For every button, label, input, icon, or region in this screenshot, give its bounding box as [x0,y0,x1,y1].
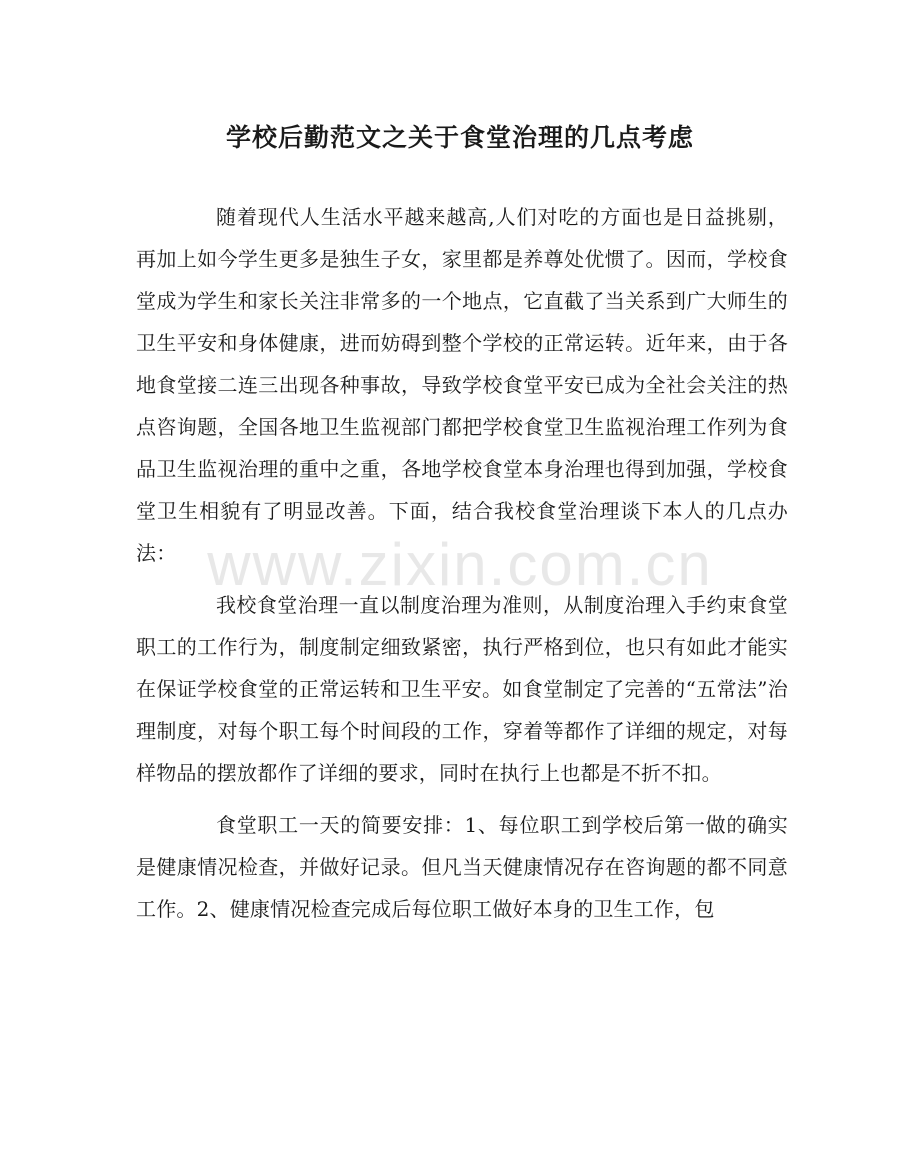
document-title: 学校后勤范文之关于食堂治理的几点考虑 [225,123,694,152]
paragraph-daily-schedule: 食堂职工一天的简要安排：1、每位职工到学校后第一做的确实是健康情况检查，并做好记录。但凡当天健康情况存在咨询题的都不同意工作。2、健康情况检查完成后每位职工做好本身的卫生工作，包 [136,813,788,921]
paragraph-management-system: 我校食堂治理一直以制度治理为准则，从制度治理入手约束食堂职工的工作行为，制度制定细致紧密，执行严格到位，也只有如此才能实在保证学校食堂的正常运转和卫生平安。如食堂制定了完善的“五常法”治理制度，对每个职工每个时间段的工作，穿着等都作了详细的规定，对每样物品的摆放都作了详细的要求，同时在执行上也都是不折不扣。 [136,593,788,785]
paragraph-intro: 随着现代人生活水平越来越高,人们对吃的方面也是日益挑剔，再加上如今学生更多是独生子女，家里都是养尊处优惯了。因而，学校食堂成为学生和家长关注非常多的一个地点，它直截了当关系到广大师生的卫生平安和身体健康，进而妨碍到整个学校的正常运转。近年来，由于各地食堂接二连三出现各种事故，导致学校食堂平安已成为全社会关注的热点咨询题，全国各地卫生监视部门都把学校食堂卫生监视治理工作列为食品卫生监视治理的重中之重，各地学校食堂本身治理也得到加强，学校食堂卫生相貌有了明显改善。下面，结合我校食堂治理谈下本人的几点办法： [136,205,788,565]
document-body [136,196,788,940]
watermark-text: www.zixin.com.cn [207,531,713,598]
